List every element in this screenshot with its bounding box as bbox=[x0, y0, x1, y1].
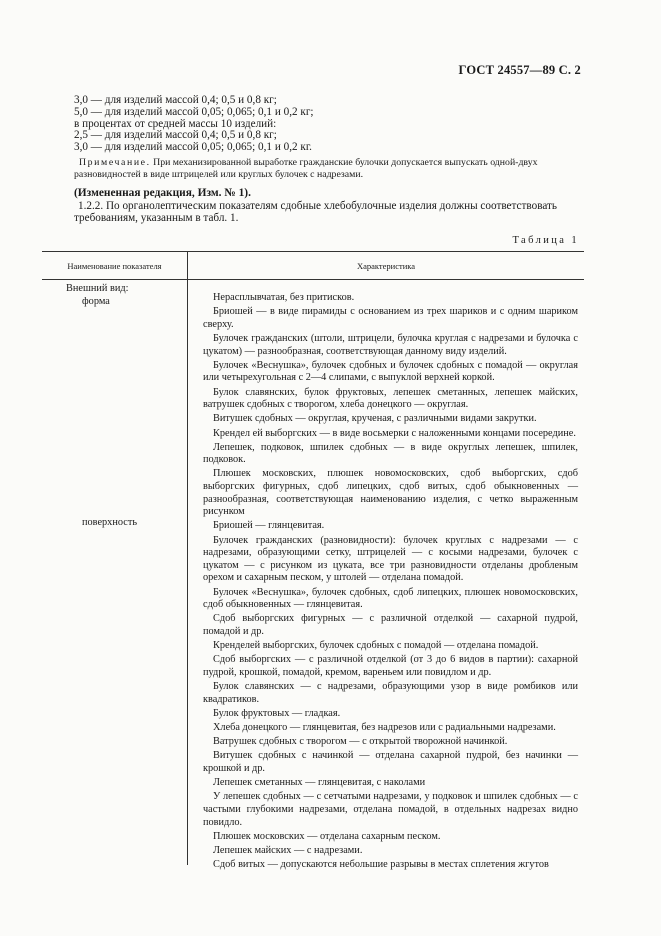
characteristic-column bbox=[188, 280, 584, 873]
surface-item: Хлеба донецкого — глянцевитая, без надрезов или с радиальными надрезами. bbox=[213, 722, 556, 734]
shape-item: Плюшек московских, плюшек новомосковских, сдоб выборгских, сдоб выборгских фигурных, сдоб липецких, сдоб витых, сдоб обыкновенных — разнообразная, соответствующая наименованию изделия, с четко выраженным рисунком bbox=[203, 468, 578, 518]
surface-item: Бриошей — глянцевитая. bbox=[213, 520, 325, 532]
surface-item: Булок фруктовых — гладкая. bbox=[213, 707, 341, 719]
note-label: Примечание. bbox=[79, 156, 151, 168]
surface-item: Ватрушек сдобных с творогом — с открытой творожной начинкой. bbox=[213, 736, 508, 748]
surface-item: Плюшек московских — отделана сахарным песком. bbox=[213, 830, 441, 842]
intro-line: 5,0 — для изделий массой 0,05; 0,065; 0,1 и 0,2 кг; bbox=[74, 105, 314, 118]
surface-item: Сдоб выборгских — с различной отделкой (от 3 до 6 видов в партии): сахарной пудрой, крошкой, помадой, кремом, вареньем или повидлом и др. bbox=[203, 654, 578, 678]
note-paragraph bbox=[74, 157, 584, 181]
shape-item: Булочек «Веснушка», булочек сдобных и булочек сдобных с помадой — округлая или четырехугольная с 2—4 слипами, с выпуклой верхней коркой. bbox=[203, 359, 578, 384]
label-surface: поверхность bbox=[82, 517, 138, 528]
edition-note: (Измененная редакция, Изм. № 1). bbox=[74, 186, 251, 199]
shape-item: Бриошей — в виде пирамиды с основанием из трех шариков и с одним шариком сверху. bbox=[203, 306, 578, 330]
table-caption: Таблица 1 bbox=[512, 235, 579, 246]
organoleptic-table bbox=[42, 251, 584, 873]
shape-item: Булок славянских, булок фруктовых, лепешек сметанных, лепешек майских, ватрушек сдобных с творогом, хлеба донецкого — округлая. bbox=[203, 386, 578, 411]
indicator-column bbox=[42, 280, 188, 865]
shape-item: Нерасплывчатая, без притисков. bbox=[213, 292, 355, 303]
surface-item: Булочек гражданских (разновидности): булочек круглых с надрезами — с надрезами, образующими сетку, штрицелей — с косыми надрезами, булочек с цукатом — с рисунком из цуката, все три разновидности отделаны дробленым орехом и сахарным песком, у штолей — отделана помадой. bbox=[203, 534, 578, 584]
table-header bbox=[42, 252, 584, 280]
column-header-characteristic: Характеристика bbox=[356, 260, 416, 271]
surface-item: Булок славянских — с надрезами, образующими узор в виде ромбиков или квадратиков. bbox=[203, 681, 578, 705]
intro-line: 2,5 — для изделий массой 0,4; 0,5 и 0,8 кг; bbox=[74, 129, 277, 142]
label-appearance: Внешний вид: bbox=[66, 283, 129, 294]
page-header: ГОСТ 24557—89 С. 2 bbox=[458, 63, 581, 77]
surface-item: У лепешек сдобных — с сетчатыми надрезами, у подковок и шпилек сдобных — с частыми глубокими надрезами, отделана помадой, в отдельных надрезах видно повидло. bbox=[203, 791, 578, 828]
intro-line: 3,0 — для изделий массой 0,4; 0,5 и 0,8 кг; bbox=[74, 94, 277, 106]
intro-line: в процентах от средней массы 10 изделий: bbox=[74, 117, 277, 130]
table-body bbox=[42, 280, 584, 873]
note-text: При механизированной выработке гражданские булочки допускается выпускать одной-двух разновидностей в виде штрицелей или круглых булочек с надрезами. bbox=[74, 156, 538, 180]
shape-item: Витушек сдобных — округлая, крученая, с различными видами закрутки. bbox=[213, 413, 537, 425]
shape-item: Булочек гражданских (штоли, штрицели, булочка круглая с надрезами и булочка с цукатом) — разнообразная, соответствующая данному виду изделий. bbox=[203, 332, 578, 357]
surface-item: Сдоб витых — допускаются небольшие разрывы в местах сплетения жгутов bbox=[213, 859, 549, 871]
shape-item: Лепешек, подковок, шпилек сдобных — в виде округлых лепешек, шпилек, подковок. bbox=[203, 441, 578, 466]
intro-block bbox=[74, 95, 584, 224]
surface-item: Сдоб выборгских фигурных — с различной отделкой — сахарной пудрой, помадой и др. bbox=[203, 613, 578, 637]
surface-item: Кренделей выборгских, булочек сдобных с помадой — отделана помадой. bbox=[213, 640, 539, 652]
intro-line: 3,0 — для изделий массой 0,05; 0,065; 0,1 и 0,2 кг. bbox=[74, 141, 312, 154]
surface-item: Витушек сдобных с начинкой — отделана сахарной пудрой, без начинки — крошкой и др. bbox=[203, 750, 578, 775]
shape-item: Крендел ей выборгских — в виде восьмерки с наложенными концами посередине. bbox=[213, 427, 576, 439]
surface-item: Лепешек майских — с надрезами. bbox=[213, 845, 363, 856]
surface-item: Лепешек сметанных — глянцевитая, с наколами bbox=[213, 777, 426, 789]
label-shape: форма bbox=[82, 296, 110, 307]
surface-item: Булочек «Веснушка», булочек сдобных, сдоб липецких, плюшек новомосковских, сдоб обыкновенных — глянцевитая. bbox=[203, 586, 578, 611]
column-header-indicator: Наименование показателя bbox=[42, 252, 188, 279]
clause-paragraph: 1.2.2. По органолептическим показателям сдобные хлебобулочные изделия должны соответствовать требованиям, указанным в табл. 1. bbox=[74, 199, 557, 224]
